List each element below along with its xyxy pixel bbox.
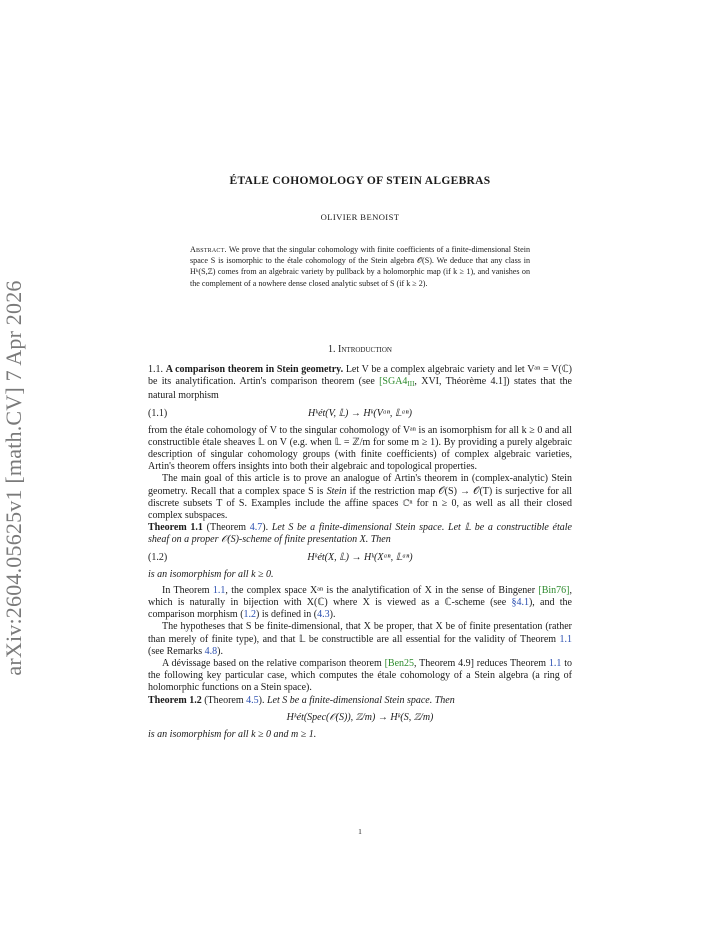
theorem-1-2: Theorem 1.2 (Theorem 4.5). Let S be a finite-dimensional Stein space. Then — [148, 694, 455, 706]
main-text — [148, 364, 572, 741]
paper-author: OLIVIER BENOIST — [320, 212, 400, 222]
ref-link[interactable]: 1.1 — [212, 584, 226, 596]
paragraph-2: from the étale cohomology of V to the singular cohomology of Vᵃⁿ is an isomorphism for all k ≥ 0 and all constructible étale sheaves 𝕃 on V (e.g. when 𝕃 = ℤ/m for some m ≥ 1). By providing a purely algebraic description of singular cohomology groups (with finite coefficients) of complex algebraic varieties, Artin's theorem offers insights into both their algebraic and topological properties. — [148, 424, 572, 473]
abstract-text: We prove that the singular cohomology with finite coefficients of a finite-dimensional Stein space S is isomorphic to the étale cohomology of the Stein algebra 𝒪(S). We deduce that any class in Hᵏ(S,ℤ) comes from an algebraic variety by pullback by a holomorphic map (if k ≥ 1), and vanishes on the complement of a nowhere dense closed analytic subset of S (if k ≥ 2). — [190, 245, 530, 288]
section-heading — [148, 344, 572, 355]
section-title: Introduction — [338, 344, 392, 355]
equation-1-2 — [148, 550, 572, 566]
equation-math: Hᵏét(V, 𝕃) → Hᵏ(Vᵃⁿ, 𝕃ᵃⁿ) — [308, 407, 412, 419]
citation-link[interactable]: [Ben25 — [384, 658, 415, 670]
theorem-1-1-end: is an isomorphism for all k ≥ 0. — [148, 568, 274, 580]
theorem-ref-link[interactable]: 4.7 — [249, 522, 263, 534]
subsection-number: 1.1. — [148, 364, 163, 375]
arxiv-stamp: arXiv:2604.05625v1 [math.CV] 7 Apr 2026 — [1, 280, 26, 676]
paragraph-1 — [148, 364, 572, 403]
citation-link[interactable]: [$SGA4_{III}$ — [379, 376, 415, 389]
paragraph-6: A dévissage based on the relative comparison theorem [Ben25, Theorem 4.9] reduces Theorem 1.1 to the following key particular case, which computes the étale cohomology of a Stein algebra (a ring of holomorphic functions on a Stein space). — [148, 658, 572, 694]
theorem-heading: Theorem 1.2 — [148, 694, 202, 706]
abstract-label: Abstract. — [190, 245, 227, 254]
theorem-1-1: Theorem 1.1 (Theorem 4.7). Let S be a finite-dimensional Stein space. Let 𝕃 be a constructible étale sheaf on a proper 𝒪(S)-scheme of finite presentation X. Then — [148, 522, 572, 546]
ref-link[interactable]: 4.3 — [317, 609, 330, 621]
paragraph-text: , XVI, Théorème 4.1]) states that the natural morphism — [148, 376, 572, 402]
paragraph-3: The main goal of this article is to prove an analogue of Artin's theorem in (complex-analytic) Stein geometry. Recall that a complex space S is Stein if the restriction map 𝒪(S) → 𝒪(T) is surjective for all discrete subsets T of S. Examples include the affine spaces ℂⁿ for n ≥ 0, as well as all their closed complex subspaces. — [148, 473, 573, 522]
citation-link[interactable]: [Bin76] — [538, 584, 570, 596]
ref-link[interactable]: §4.1 — [511, 597, 529, 609]
abstract — [190, 244, 530, 289]
equation-1-3: Hᵏét(Spec(𝒪(S)), ℤ/m) → Hᵏ(S, ℤ/m) — [286, 711, 434, 723]
theorem-statement: Let S be a finite-dimensional Stein space. Then — [266, 694, 455, 706]
theorem-ref-link[interactable]: 4.5 — [246, 694, 259, 706]
theorem-heading: Theorem 1.1 — [148, 522, 203, 534]
equation-number: (1.1) — [148, 407, 168, 419]
paragraph-text: Let V be a complex algebraic variety and let Vᵃⁿ = V(ℂ) be its analytification. Artin's comparison theorem (see — [148, 364, 573, 388]
section-number: 1. — [328, 344, 336, 355]
equation-math: Hᵏét(X, 𝕃) → Hᵏ(Xᵃⁿ, 𝕃ᵃⁿ) — [307, 551, 413, 563]
ref-link[interactable]: 1.1 — [559, 633, 572, 645]
ref-link[interactable]: 4.8 — [204, 645, 218, 657]
paragraph-5: The hypotheses that S be finite-dimensional, that X be proper, that X be of finite presentation (rather than merely of finite type), and that 𝕃 be constructible are all essential for the validity of Theorem 1.1 (see Remarks 4.8). — [148, 621, 572, 657]
theorem-statement: Let S be a finite-dimensional Stein space. Let 𝕃 be a constructible étale sheaf on a proper 𝒪(S)-scheme of finite presentation X. Then — [148, 522, 572, 546]
paragraph-4: In Theorem 1.1, the complex space Xᵃⁿ is the analytification of X in the sense of Bingener [Bin76], which is naturally in bijection with X(ℂ) where X is viewed as a ℂ-scheme (see §4.1), and the comparison morphism (1.2) is defined in (4.3). — [148, 584, 572, 621]
theorem-1-2-end: is an isomorphism for all k ≥ 0 and m ≥ 1. — [148, 728, 317, 740]
equation-1-1 — [148, 406, 572, 422]
paper-title: ÉTALE COHOMOLOGY OF STEIN ALGEBRAS — [229, 175, 491, 187]
equation-number: (1.2) — [148, 551, 168, 563]
subsection-title: A comparison theorem in Stein geometry. — [165, 364, 344, 375]
page-number: 1 — [358, 827, 362, 836]
ref-link[interactable]: 1.1 — [548, 658, 562, 670]
ref-link[interactable]: 1.2 — [243, 609, 257, 621]
